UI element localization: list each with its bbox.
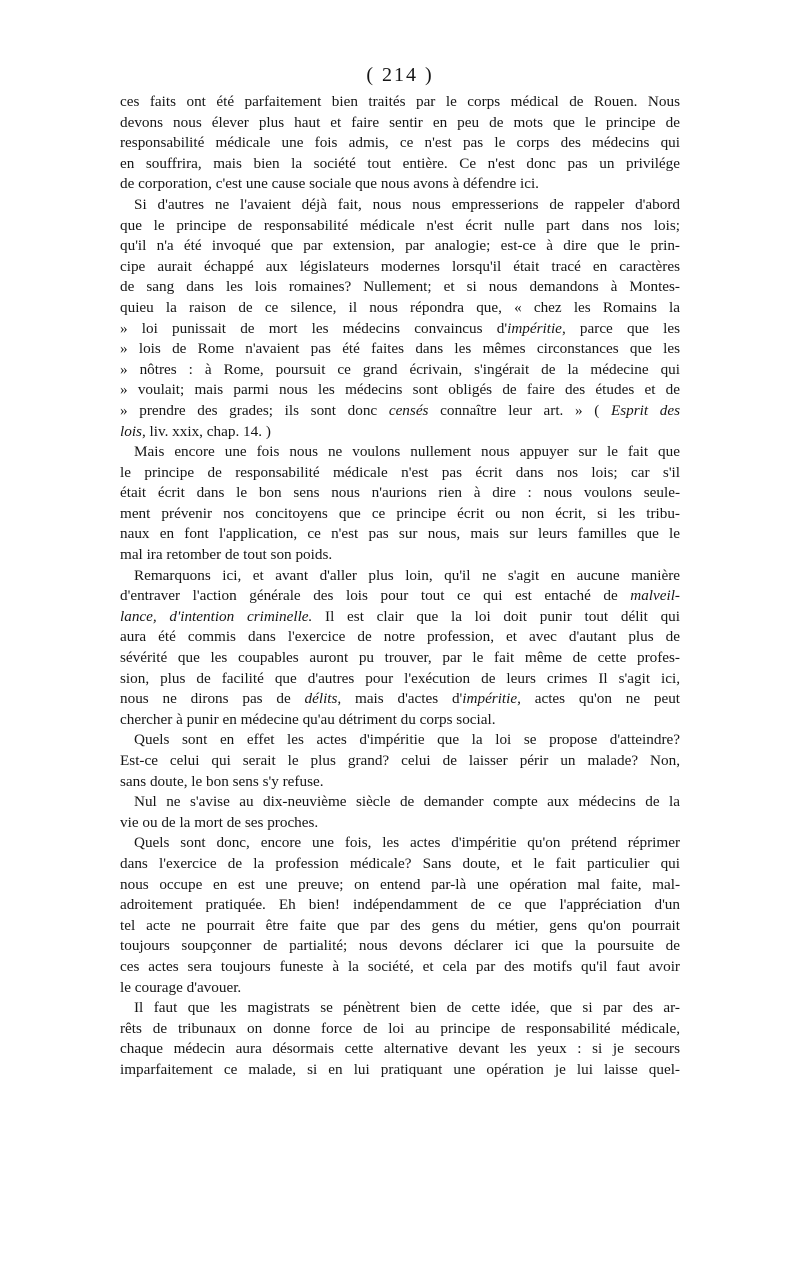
text-line [120, 154, 680, 175]
text-segment: sion, plus de facilité que d'autres pour l'exécution de leurs crimes Il s'agit ici, [120, 669, 680, 687]
text-line [120, 833, 680, 854]
text-line [120, 257, 680, 278]
text-segment: était écrit dans le bon sens nous n'aurions rien à dire : nous voulons seule- [120, 484, 680, 502]
text-line [120, 998, 680, 1019]
text-line [120, 401, 680, 422]
text-segment: en souffrira, mais bien la société tout entière. Ce n'est donc pas un privilége [120, 154, 680, 172]
text-segment: ment prévenir nos concitoyens que ce principe écrit ou non écrit, si les tribu- [120, 504, 680, 522]
text-segment: rêts de tribunaux on donne force de loi au principe de responsabilité médicale, [120, 1019, 680, 1037]
text-segment: connaître leur art. » ( [428, 401, 611, 419]
text-line [120, 195, 680, 216]
text-line [120, 298, 680, 319]
text-segment: devons nous élever plus haut et faire sentir en peu de mots que le principe de [120, 113, 680, 131]
italic-text: Esprit des [610, 401, 680, 419]
italic-text: lance, d'intention criminelle. [120, 607, 313, 625]
text-line [120, 978, 680, 999]
text-segment: de corporation, c'est une cause sociale que nous avons à défendre ici. [120, 175, 539, 193]
text-line [120, 854, 680, 875]
text-line [120, 422, 680, 443]
text-segment: ces faits ont été parfaitement bien traités par le corps médical de Rouen. Nous [120, 93, 680, 110]
text-segment: » prendre des grades; ils sont donc [120, 401, 389, 419]
italic-text: censés [388, 401, 429, 419]
text-segment: » voulait; mais parmi nous les médecins sont obligés de faire des études et de [120, 381, 680, 399]
text-line [120, 648, 680, 669]
text-line [120, 772, 680, 793]
text-segment: chercher à punir en médecine qu'au détriment du corps social. [120, 710, 496, 728]
text-line [120, 236, 680, 257]
text-line [120, 1060, 680, 1081]
text-segment: cipe aurait échappé aux législateurs modernes lorsqu'il était tracé en caractères [120, 257, 680, 275]
text-segment: Si d'autres ne l'avaient déjà fait, nous nous empresserions de rappeler d'abord [134, 195, 680, 213]
text-line [120, 710, 680, 731]
text-segment: nous occupe en est une preuve; on entend par-là une opération mal faite, mal- [120, 875, 680, 893]
italic-text: délits [304, 690, 338, 708]
text-segment: que le principe de responsabilité médicale n'est écrit nulle part dans nos lois; [120, 216, 680, 234]
text-segment: Est-ce celui qui serait le plus grand? celui de laisser périr un malade? Non, [120, 752, 680, 769]
text-segment: Il faut que les magistrats se pénètrent bien de cette idée, que si par des ar- [134, 999, 680, 1017]
text-line [120, 751, 680, 772]
text-segment: Quels sont en effet les actes d'impéritie que la loi se propose d'atteindre? [134, 731, 680, 749]
text-line [120, 463, 680, 484]
text-line [120, 895, 680, 916]
text-line [120, 339, 680, 360]
text-line [120, 524, 680, 545]
text-segment: dans l'exercice de la profession médicale? Sans doute, et le fait particulier qui [120, 854, 680, 872]
text-line [120, 545, 680, 566]
italic-text: lois [120, 422, 142, 440]
text-line [120, 607, 680, 628]
text-segment: ces actes sera toujours funeste à la société, et cela par des motifs qu'il faut avoir [120, 957, 680, 975]
text-segment: naux en font l'application, ce n'est pas sur nous, mais sur leurs familles que le [120, 525, 680, 543]
text-segment: , parce que les [561, 319, 680, 337]
text-line [120, 277, 680, 298]
italic-text: impéritie [507, 319, 562, 337]
text-segment: le courage d'avouer. [120, 978, 242, 996]
text-segment: sévérité que les coupables auront pu trouver, par le fait même de cette profes- [120, 649, 680, 667]
body-text [120, 92, 680, 1081]
text-line [120, 113, 680, 134]
text-segment: imparfaitement ce malade, si en lui pratiquant une opération je lui laisse quel- [120, 1060, 680, 1078]
text-line [120, 1039, 680, 1060]
text-line [120, 92, 680, 113]
text-segment: Remarquons ici, et avant d'aller plus loin, qu'il ne s'agit en aucune manière [134, 566, 680, 584]
text-line [120, 1019, 680, 1040]
text-segment: » lois de Rome n'avaient pas été faites dans les mêmes circonstances que les [120, 340, 680, 358]
text-line [120, 504, 680, 525]
text-line [120, 730, 680, 751]
text-line [120, 627, 680, 648]
text-segment: vie ou de la mort de ses proches. [120, 813, 319, 831]
text-line [120, 936, 680, 957]
text-segment: » nôtres : à Rome, poursuit ce grand écrivain, s'ingérait de la médecine qui [120, 360, 680, 378]
text-segment: sans doute, le bon sens s'y refuse. [120, 772, 324, 790]
text-line [120, 916, 680, 937]
text-line [120, 483, 680, 504]
italic-text: impéritie [462, 690, 518, 708]
text-line [120, 360, 680, 381]
text-segment: toujours soupçonner de partialité; nous devons déclarer ici que la poursuite de [120, 937, 680, 955]
text-segment: mal ira retomber de tout son poids. [120, 546, 333, 564]
text-line [120, 442, 680, 463]
text-line [120, 669, 680, 690]
text-line [120, 566, 680, 587]
text-segment: tel acte ne pourrait être faite que par des gens du métier, gens qu'on pourrait [120, 916, 680, 934]
text-segment: Quels sont donc, encore une fois, les actes d'impéritie qu'on prétend réprimer [134, 834, 680, 852]
text-segment: Mais encore une fois nous ne voulons nullement nous appuyer sur le fait que [134, 443, 680, 461]
text-segment: quieu la raison de ce silence, il nous répondra que, « chez les Romains la [120, 298, 680, 316]
text-line [120, 133, 680, 154]
text-segment: , actes qu'on ne peut [517, 690, 680, 708]
italic-text: malveil- [630, 587, 680, 605]
text-segment: » loi punissait de mort les médecins convaincus d' [120, 319, 508, 337]
text-segment: , liv. xxix, chap. 14. ) [141, 422, 271, 440]
text-line [120, 813, 680, 834]
text-segment: de sang dans les lois romaines? Nullement; et si nous demandons à Montes- [120, 278, 680, 296]
text-line [120, 875, 680, 896]
text-line [120, 792, 680, 813]
text-segment: adroitement pratiquée. Eh bien! indépendamment de ce que l'appréciation d'un [120, 896, 680, 914]
text-segment: le principe de responsabilité médicale n'est pas écrit dans nos lois; car s'il [120, 463, 680, 481]
text-segment: chaque médecin aura désormais cette alternative devant les yeux : si je secours [120, 1040, 680, 1058]
text-line [120, 380, 680, 401]
text-segment: Il est clair que la loi doit punir tout délit qui [312, 607, 680, 625]
text-segment: nous ne dirons pas de [120, 690, 305, 708]
text-line [120, 174, 680, 195]
text-line [120, 586, 680, 607]
text-segment: aura été commis dans l'exercice de notre profession, et avec d'autant plus de [120, 628, 680, 646]
text-segment: , mais d'actes d' [337, 690, 463, 708]
text-line [120, 319, 680, 340]
text-segment: Nul ne s'avise au dix-neuvième siècle de demander compte aux médecins de la [134, 793, 680, 811]
text-line [120, 957, 680, 978]
text-segment: qu'il n'a été invoqué que par extension, par analogie; est-ce à dire que le prin- [120, 237, 680, 255]
text-line [120, 689, 680, 710]
text-line [120, 216, 680, 237]
text-segment: d'entraver l'action générale des lois pour tout ce qui est entaché de [120, 587, 631, 605]
page-number: ( 214 ) [366, 64, 434, 86]
text-segment: responsabilité médicale une fois admis, ce n'est pas le corps des médecins qui [120, 134, 680, 152]
